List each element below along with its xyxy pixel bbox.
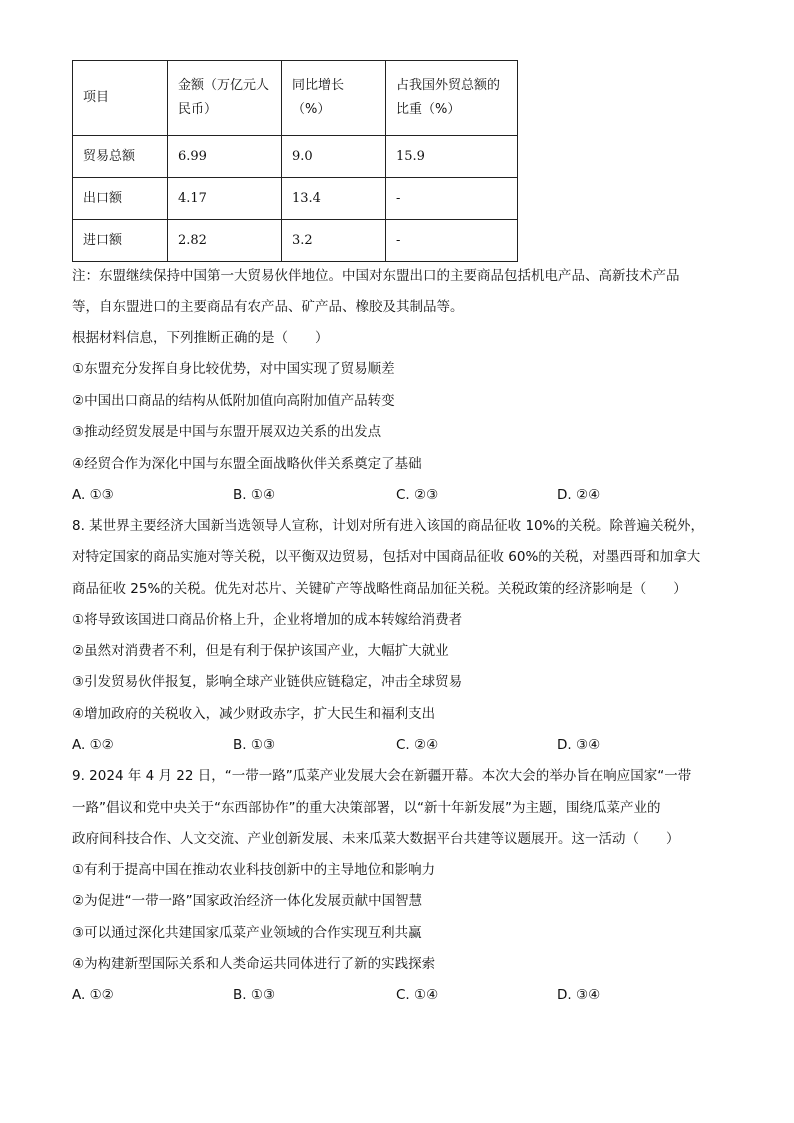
header-cell: 项目 bbox=[73, 61, 168, 136]
table-cell: 9.0 bbox=[282, 136, 386, 178]
table-cell: 2.82 bbox=[168, 220, 282, 262]
answer-option: A. ①② bbox=[72, 737, 114, 753]
answer-option: B. ①③ bbox=[233, 987, 276, 1003]
question-stem: 对特定国家的商品实施对等关税，以平衡双边贸易，包括对中国商品征收 60%的关税，对墨西哥和加拿大 bbox=[72, 549, 701, 565]
table-cell: 出口额 bbox=[73, 178, 168, 220]
answer-option: D. ③④ bbox=[557, 987, 601, 1003]
statement-item: ②为促进“一带一路”国家政治经济一体化发展贡献中国智慧 bbox=[72, 893, 423, 909]
trade-table bbox=[72, 60, 518, 262]
answer-option: A. ①② bbox=[72, 987, 114, 1003]
statement-item: ②中国出口商品的结构从低附加值向高附加值产品转变 bbox=[72, 393, 395, 409]
header-cell: 占我国外贸总额的比重（%） bbox=[386, 61, 518, 136]
table-cell: - bbox=[386, 220, 518, 262]
table-cell: - bbox=[386, 178, 518, 220]
statement-item: ③推动经贸发展是中国与东盟开展双边关系的出发点 bbox=[72, 424, 382, 440]
table-header-row bbox=[73, 61, 518, 136]
statement-item: ②虽然对消费者不利，但是有利于保护该国产业，大幅扩大就业 bbox=[72, 643, 449, 659]
header-cell: 同比增长（%） bbox=[282, 61, 386, 136]
statement-item: ③可以通过深化共建国家瓜菜产业领域的合作实现互利共赢 bbox=[72, 925, 422, 941]
table-note-line: 注：东盟继续保持中国第一大贸易伙伴地位。中国对东盟出口的主要商品包括机电产品、高新技术产品 bbox=[72, 268, 680, 284]
question-stem: 政府间科技合作、人文交流、产业创新发展、未来瓜菜大数据平台共建等议题展开。这一活动（ ） bbox=[72, 831, 680, 847]
statement-item: ④为构建新型国际关系和人类命运共同体进行了新的实践探索 bbox=[72, 956, 436, 972]
question-stem: 商品征收 25%的关税。优先对芯片、关键矿产等战略性商品加征关税。关税政策的经济影响是（ ） bbox=[72, 581, 687, 597]
question-stem: 8. 某世界主要经济大国新当选领导人宣称，计划对所有进入该国的商品征收 10%的关税。除普遍关税外， bbox=[72, 518, 704, 534]
question-stem: 根据材料信息，下列推断正确的是（ ） bbox=[72, 330, 329, 346]
answer-option: A. ①③ bbox=[72, 487, 114, 503]
table-note-line: 等，自东盟进口的主要商品有农产品、矿产品、橡胶及其制品等。 bbox=[72, 299, 464, 315]
table-row bbox=[73, 178, 518, 220]
table-cell: 3.2 bbox=[282, 220, 386, 262]
answer-option: C. ②④ bbox=[396, 737, 439, 753]
statement-item: ④经贸合作为深化中国与东盟全面战略伙伴关系奠定了基础 bbox=[72, 456, 422, 472]
answer-option: D. ③④ bbox=[557, 737, 601, 753]
table-row bbox=[73, 136, 518, 178]
answer-option: D. ②④ bbox=[557, 487, 601, 503]
table-cell: 贸易总额 bbox=[73, 136, 168, 178]
answer-option: B. ①④ bbox=[233, 487, 276, 503]
table-cell: 4.17 bbox=[168, 178, 282, 220]
header-cell: 金额（万亿元人民币） bbox=[168, 61, 282, 136]
statement-item: ①东盟充分发挥自身比较优势，对中国实现了贸易顺差 bbox=[72, 361, 395, 377]
question-stem: 9. 2024 年 4 月 22 日，“一带一路”瓜菜产业发展大会在新疆开幕。本次大会的举办旨在响应国家“一带 bbox=[72, 768, 692, 784]
table-cell: 13.4 bbox=[282, 178, 386, 220]
table-cell: 进口额 bbox=[73, 220, 168, 262]
question-stem: 一路”倡议和党中央关于“东西部协作”的重大决策部署，以“新十年新发展”为主题，围绕瓜菜产业的 bbox=[72, 800, 661, 816]
statement-item: ④增加政府的关税收入，减少财政赤字，扩大民生和福利支出 bbox=[72, 706, 436, 722]
table-row bbox=[73, 220, 518, 262]
statement-item: ③引发贸易伙伴报复，影响全球产业链供应链稳定，冲击全球贸易 bbox=[72, 674, 463, 690]
answer-option: C. ②③ bbox=[396, 487, 439, 503]
answer-option: B. ①③ bbox=[233, 737, 276, 753]
answer-option: C. ①④ bbox=[396, 987, 439, 1003]
table-cell: 6.99 bbox=[168, 136, 282, 178]
statement-item: ①将导致该国进口商品价格上升，企业将增加的成本转嫁给消费者 bbox=[72, 612, 463, 628]
statement-item: ①有利于提高中国在推动农业科技创新中的主导地位和影响力 bbox=[72, 862, 436, 878]
table-cell: 15.9 bbox=[386, 136, 518, 178]
